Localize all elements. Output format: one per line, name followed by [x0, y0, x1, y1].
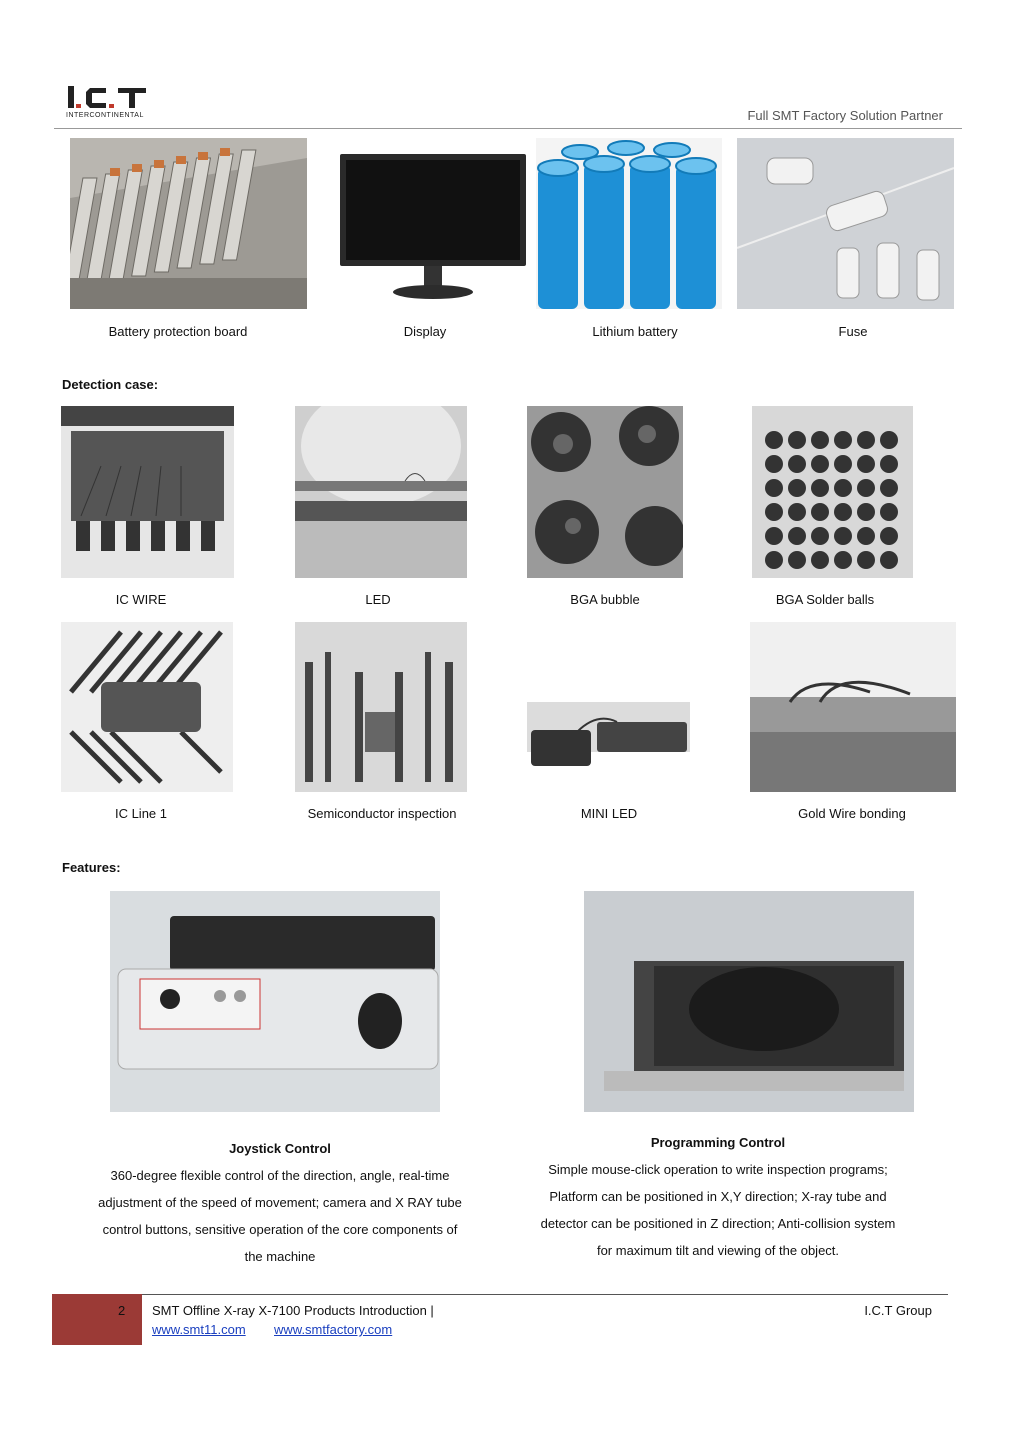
footer-link-smtfactory[interactable]: www.smtfactory.com: [274, 1322, 393, 1337]
detection-caption: Gold Wire bonding: [798, 806, 906, 821]
header-divider: [54, 128, 962, 129]
detection-caption: IC Line 1: [114, 806, 168, 821]
display-monitor-photo: [340, 154, 526, 299]
detection-caption: BGA bubble: [570, 592, 640, 607]
feature-line: Simple mouse-click operation to write inspection programs;: [548, 1162, 888, 1177]
semiconductor-xray-image: [295, 622, 467, 792]
fuse-photo: [737, 138, 954, 309]
programming-control-photo: [584, 891, 914, 1112]
mini-led-xray-image: [527, 622, 690, 792]
feature-line: Platform can be positioned in X,Y direction; X-ray tube and: [549, 1189, 887, 1204]
led-xray-image: [295, 406, 467, 578]
bga-bubble-xray-image: [527, 406, 683, 578]
joystick-control-photo: [110, 891, 440, 1112]
header-tagline: Full SMT Factory Solution Partner: [747, 108, 943, 123]
page-number: 2: [118, 1303, 126, 1318]
feature-description: [70, 1162, 490, 1270]
feature-description: [505, 1156, 931, 1264]
footer-title: SMT Offline X-ray X-7100 Products Introduction |: [152, 1303, 434, 1318]
feature-line: control buttons, sensitive operation of the core components of: [102, 1222, 458, 1237]
ict-logo: [66, 84, 196, 124]
product-caption: Lithium battery: [592, 324, 678, 339]
ic-wire-xray-image: [61, 406, 234, 578]
detection-caption: LED: [365, 592, 391, 607]
product-caption: Fuse: [838, 324, 868, 339]
feature-title: Joystick Control: [229, 1141, 331, 1156]
detection-caption: IC WIRE: [115, 592, 167, 607]
footer-link-smt11[interactable]: www.smt11.com: [152, 1322, 246, 1337]
gold-wire-bonding-xray-image: [750, 622, 956, 792]
bga-solder-balls-xray-image: [752, 406, 913, 578]
product-caption: Battery protection board: [108, 324, 248, 339]
detection-caption: BGA Solder balls: [775, 592, 875, 607]
logo-subtitle: INTERCONTINENTAL: [66, 112, 144, 119]
ic-line-xray-image: [61, 622, 233, 792]
feature-line: adjustment of the speed of movement; camera and X RAY tube: [98, 1195, 462, 1210]
feature-line: for maximum tilt and viewing of the object.: [596, 1243, 840, 1258]
product-caption: Display: [403, 324, 447, 339]
battery-protection-board-photo: [70, 138, 307, 309]
footer-divider: [142, 1294, 948, 1295]
feature-title: Programming Control: [650, 1135, 786, 1150]
detection-caption: Semiconductor inspection: [307, 806, 457, 821]
feature-line: the machine: [244, 1249, 316, 1264]
features-heading: Features:: [62, 860, 121, 875]
feature-line: detector can be positioned in Z direction; Anti-collision system: [540, 1216, 896, 1231]
detection-heading: Detection case:: [62, 377, 159, 392]
footer-company: I.C.T Group: [864, 1303, 932, 1318]
lithium-battery-photo: [536, 138, 722, 309]
feature-line: 360-degree flexible control of the direction, angle, real-time: [110, 1168, 450, 1183]
detection-caption: MINI LED: [580, 806, 638, 821]
footer-accent-bar: [52, 1294, 142, 1345]
